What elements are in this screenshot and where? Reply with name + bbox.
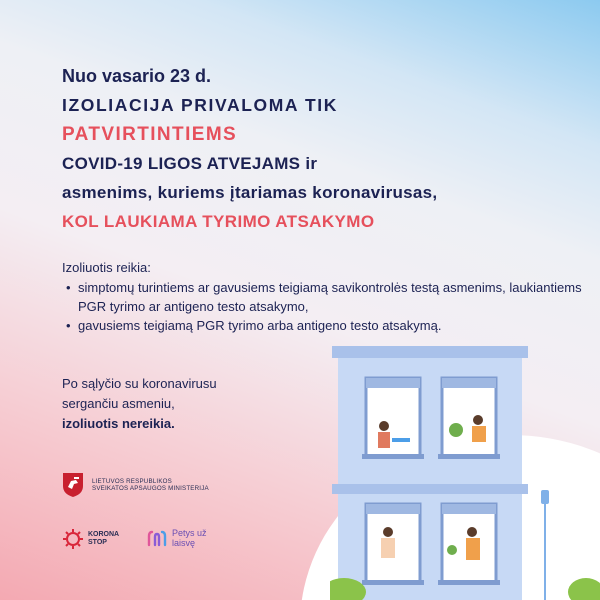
window-bottom-right: [438, 504, 500, 585]
headline-line-5: KOL LAUKIAMA TYRIMO ATSAKYMO: [62, 212, 375, 231]
contact-line-2: sergančiu asmeniu,: [62, 396, 175, 411]
info-intro: Izoliuotis reikia:: [62, 260, 151, 275]
bush-illustration: [566, 570, 600, 600]
info-list: [62, 278, 582, 335]
headline-line-4: asmenims, kuriems įtariamas koronavirusas,: [62, 183, 438, 202]
petys-line-2: laisvę: [172, 538, 196, 548]
window-top-left: [362, 378, 424, 459]
contact-note: [62, 374, 302, 434]
ministry-logo: [62, 472, 209, 498]
contact-line-1: Po sąlyčio su koronavirusu: [62, 376, 217, 391]
headline-date: Nuo vasario 23 d.: [62, 66, 212, 86]
ministry-line-2: SVEIKATOS APSAUGOS MINISTERIJA: [92, 485, 209, 492]
contact-line-3: izoliuotis nereikia.: [62, 416, 175, 431]
headline-line-2: PATVIRTINTIEMS: [62, 124, 238, 145]
petys-line-1: Petys už: [172, 528, 207, 538]
info-list-item: • simptomų turintiems ar gavusiems teigiamą savikontrolės testą asmenims, laukiantiems PGR tyrimo ar antigeno testo atsakymo,: [62, 278, 582, 316]
people-icon: [146, 529, 168, 547]
window-bottom-left: [362, 504, 424, 585]
isolation-info: [62, 258, 582, 335]
coat-of-arms-icon: [62, 472, 84, 498]
korona-stop-logo: [62, 528, 119, 550]
headline-line-1: IZOLIACIJA PRIVALOMA TIK: [62, 95, 338, 115]
petys-uz-laisve-logo: [146, 528, 207, 548]
korona-line-1: KORONA: [88, 531, 120, 538]
virus-icon: [62, 528, 84, 550]
street-lamp-illustration: [538, 490, 552, 600]
info-list-item: • gavusiems teigiamą PGR tyrimo arba antigeno testo atsakymą.: [62, 316, 582, 335]
headline-line-3: COVID-19 LIGOS ATVEJAMS ir: [62, 154, 318, 173]
window-top-right: [438, 378, 500, 459]
apartment-building-illustration: [330, 346, 530, 600]
korona-line-2: STOP: [88, 539, 107, 546]
ministry-line-1: LIETUVOS RESPUBLIKOS: [92, 477, 172, 485]
headline: [62, 62, 562, 236]
